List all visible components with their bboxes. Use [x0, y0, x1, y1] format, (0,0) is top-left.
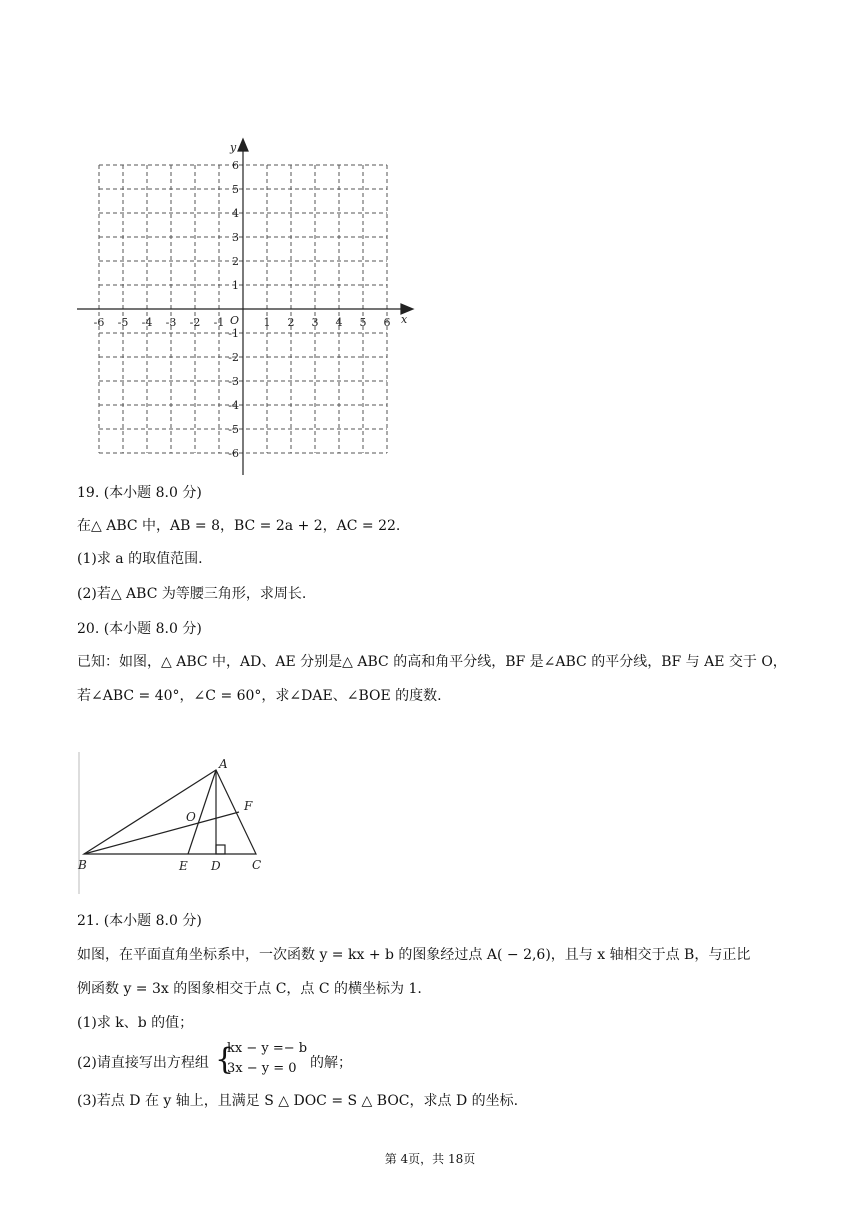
y-tick-label: -2: [228, 351, 239, 364]
triangle-abc: [84, 770, 256, 854]
y-tick-label: -5: [228, 423, 239, 436]
x-tick-label: 3: [311, 316, 319, 329]
x-tick-label: -2: [189, 316, 201, 329]
y-tick-label: -3: [228, 375, 239, 388]
label-o: O: [186, 810, 196, 824]
x-tick-label: -4: [141, 316, 153, 329]
x-tick-label: -6: [93, 316, 105, 329]
y-axis-label: y: [230, 141, 237, 154]
y-tick-label: 1: [232, 279, 239, 292]
label-a: A: [219, 757, 228, 771]
q21-part1: (1)求 k、b 的值；: [77, 1015, 194, 1031]
y-tick-label: 6: [232, 159, 239, 172]
label-d: D: [211, 859, 221, 873]
q21-eq2: 3x − y = 0: [227, 1061, 297, 1076]
origin-label: O: [230, 314, 240, 327]
y-tick-label: 4: [232, 207, 239, 220]
q20-line2: 若∠ABC = 40°，∠C = 60°，求∠DAE、∠BOE 的度数.: [77, 688, 442, 704]
y-tick-label: 3: [232, 231, 239, 244]
q19-stem: 在△ ABC 中，AB = 8，BC = 2a + 2，AC = 22.: [77, 518, 401, 534]
q21-part3: (3)若点 D 在 y 轴上，且满足 S △ DOC = S △ BOC，求点 D 的坐标.: [77, 1093, 519, 1109]
q21-eq1: kx − y =− b: [227, 1041, 308, 1056]
x-tick-label: 2: [287, 316, 295, 329]
y-tick-label: -4: [228, 399, 239, 412]
q21-line1: 如图，在平面直角坐标系中，一次函数 y = kx + b 的图象经过点 A( − 2,6)，且与 x 轴相交于点 B，与正比: [77, 947, 751, 963]
label-c: C: [252, 858, 262, 872]
q19-part1: (1)求 a 的取值范围.: [77, 551, 203, 567]
y-tick-label: -1: [228, 327, 239, 340]
x-tick-label: 6: [383, 316, 391, 329]
right-angle-mark: [216, 845, 225, 854]
y-axis-arrow: [238, 139, 248, 151]
x-tick-label: -5: [117, 316, 129, 329]
label-b: B: [78, 858, 87, 872]
y-tick-label: 2: [232, 255, 239, 268]
label-f: F: [244, 799, 253, 813]
q20-line1: 已知：如图，△ ABC 中，AD、AE 分别是△ ABC 的高和角平分线，BF 是∠ABC 的平分线，BF 与 AE 交于 O，: [77, 654, 787, 670]
q21-line2: 例函数 y = 3x 的图象相交于点 C，点 C 的横坐标为 1.: [77, 981, 422, 997]
y-tick-label: -6: [228, 447, 239, 460]
x-tick-label: 5: [359, 316, 367, 329]
q20-header: 20. (本小题 8.0 分): [77, 621, 202, 637]
q21-header: 21. (本小题 8.0 分): [77, 913, 202, 929]
triangle-figure: [76, 752, 276, 902]
x-tick-label: -3: [165, 316, 177, 329]
q21-part2-prefix: (2)请直接写出方程组: [77, 1055, 209, 1071]
q19-part2: (2)若△ ABC 为等腰三角形，求周长.: [77, 586, 307, 602]
x-tick-label: 1: [263, 316, 271, 329]
q21-part2-suffix: 的解；: [310, 1055, 352, 1071]
page-footer: 第 4页，共 18页: [384, 1152, 476, 1166]
coordinate-grid-figure: [0, 0, 860, 480]
q19-header: 19. (本小题 8.0 分): [77, 485, 202, 501]
x-tick-label: 4: [335, 316, 343, 329]
x-axis-label: x: [401, 313, 408, 326]
label-e: E: [179, 859, 188, 873]
x-tick-label: -1: [213, 316, 225, 329]
equation-brace: {: [215, 1042, 235, 1077]
y-tick-label: 5: [232, 183, 239, 196]
